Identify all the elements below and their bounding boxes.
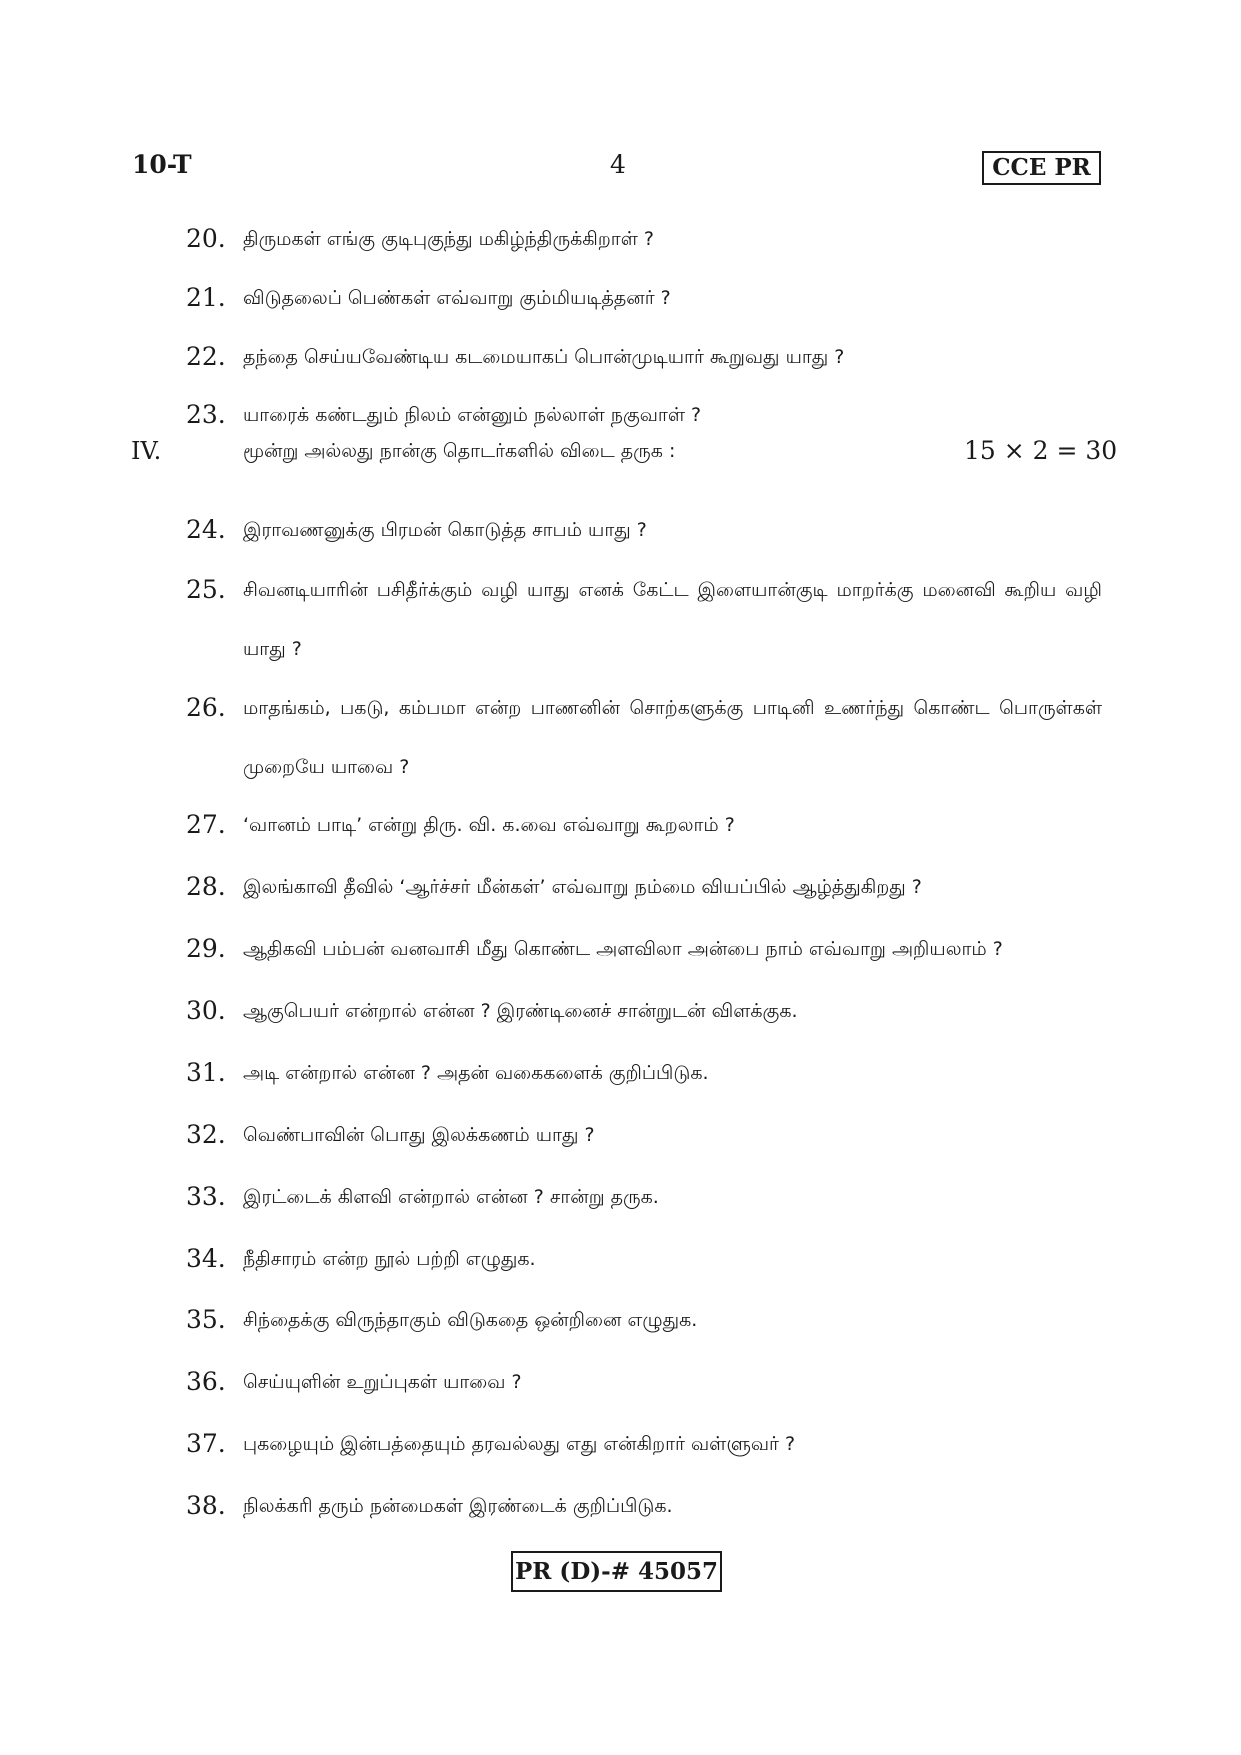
question-number: 24. bbox=[186, 515, 226, 544]
question-number: 29. bbox=[186, 934, 226, 963]
question-25 bbox=[186, 572, 1102, 679]
section-instruction: மூன்று அல்லது நான்கு தொடர்களில் விடை தருக : bbox=[243, 440, 676, 462]
question-29 bbox=[186, 931, 1102, 967]
section-marks: 15 × 2 = 30 bbox=[964, 436, 1118, 465]
question-text: ‘வானம் பாடி’ என்று திரு. வி. க.வை எவ்வாறு கூறலாம் ? bbox=[243, 814, 735, 836]
question-number: 25. bbox=[186, 575, 226, 604]
question-text: சிவனடியாரின் பசிதீர்க்கும் வழி யாது எனக் கேட்ட இளையான்குடி மாறர்க்கு மனைவி கூறிய வழி யாது ? bbox=[243, 579, 1102, 660]
question-22 bbox=[186, 339, 1102, 375]
question-20 bbox=[186, 221, 1102, 257]
question-21 bbox=[186, 280, 1102, 316]
question-text: இலங்காவி தீவில் ‘ஆர்ச்சர் மீன்கள்’ எவ்வாறு நம்மை வியப்பில் ஆழ்த்துகிறது ? bbox=[243, 876, 922, 898]
question-23 bbox=[186, 397, 1102, 433]
question-text: சிந்தைக்கு விருந்தாகும் விடுகதை ஒன்றினை எழுதுக. bbox=[243, 1309, 698, 1331]
question-27 bbox=[186, 807, 1102, 843]
question-36 bbox=[186, 1364, 1102, 1400]
question-number: 32. bbox=[186, 1120, 226, 1149]
question-text: மாதங்கம், பகடு, கம்பமா என்ற பாணனின் சொற்களுக்கு பாடினி உணர்ந்து கொண்ட பொருள்கள் முறையே யாவை ? bbox=[243, 697, 1102, 778]
question-number: 34. bbox=[186, 1244, 226, 1273]
section-numeral: IV. bbox=[131, 437, 162, 465]
question-24 bbox=[186, 512, 1102, 548]
question-33 bbox=[186, 1179, 1102, 1215]
question-number: 38. bbox=[186, 1491, 226, 1520]
question-number: 35. bbox=[186, 1305, 226, 1334]
question-text: திருமகள் எங்கு குடிபுகுந்து மகிழ்ந்திருக்கிறாள் ? bbox=[243, 228, 654, 250]
question-number: 26. bbox=[186, 693, 226, 722]
question-38 bbox=[186, 1488, 1102, 1524]
question-text: அடி என்றால் என்ன ? அதன் வகைகளைக் குறிப்பிடுக. bbox=[243, 1062, 709, 1084]
question-number: 37. bbox=[186, 1429, 226, 1458]
question-text: தந்தை செய்யவேண்டிய கடமையாகப் பொன்முடியார் கூறுவது யாது ? bbox=[243, 346, 845, 368]
series-box: CCE PR bbox=[982, 151, 1101, 185]
question-text: ஆகுபெயர் என்றால் என்ன ? இரண்டினைச் சான்றுடன் விளக்குக. bbox=[243, 1000, 798, 1022]
question-number: 33. bbox=[186, 1182, 226, 1211]
question-number: 27. bbox=[186, 810, 226, 839]
question-30 bbox=[186, 993, 1102, 1029]
page-number: 4 bbox=[610, 150, 626, 179]
paper-code: 10-T bbox=[132, 150, 192, 179]
question-text: செய்யுளின் உறுப்புகள் யாவை ? bbox=[243, 1371, 522, 1393]
question-text: ஆதிகவி பம்பன் வனவாசி மீது கொண்ட அளவிலா அன்பை நாம் எவ்வாறு அறியலாம் ? bbox=[243, 938, 1003, 960]
question-number: 36. bbox=[186, 1367, 226, 1396]
question-number: 28. bbox=[186, 872, 226, 901]
question-number: 20. bbox=[186, 224, 226, 253]
question-text: இராவணனுக்கு பிரமன் கொடுத்த சாபம் யாது ? bbox=[243, 519, 647, 541]
question-number: 22. bbox=[186, 342, 226, 371]
question-37 bbox=[186, 1426, 1102, 1462]
footer-code-box: PR (D)-# 45057 bbox=[511, 1551, 722, 1592]
question-34 bbox=[186, 1241, 1102, 1277]
question-number: 30. bbox=[186, 996, 226, 1025]
question-26 bbox=[186, 690, 1102, 797]
question-text: புகழையும் இன்பத்தையும் தரவல்லது எது என்கிறார் வள்ளுவர் ? bbox=[243, 1433, 796, 1455]
question-text: யாரைக் கண்டதும் நிலம் என்னும் நல்லாள் நகுவாள் ? bbox=[243, 404, 702, 426]
question-31 bbox=[186, 1055, 1102, 1091]
question-text: விடுதலைப் பெண்கள் எவ்வாறு கும்மியடித்தனர் ? bbox=[243, 287, 671, 309]
question-text: நிலக்கரி தரும் நன்மைகள் இரண்டைக் குறிப்பிடுக. bbox=[243, 1495, 673, 1517]
question-text: நீதிசாரம் என்ற நூல் பற்றி எழுதுக. bbox=[243, 1248, 536, 1270]
question-number: 23. bbox=[186, 400, 226, 429]
question-number: 31. bbox=[186, 1058, 226, 1087]
question-28 bbox=[186, 869, 1102, 905]
question-35 bbox=[186, 1302, 1102, 1338]
question-text: வெண்பாவின் பொது இலக்கணம் யாது ? bbox=[243, 1124, 595, 1146]
question-text: இரட்டைக் கிளவி என்றால் என்ன ? சான்று தருக. bbox=[243, 1186, 659, 1208]
question-32 bbox=[186, 1117, 1102, 1153]
question-number: 21. bbox=[186, 283, 226, 312]
